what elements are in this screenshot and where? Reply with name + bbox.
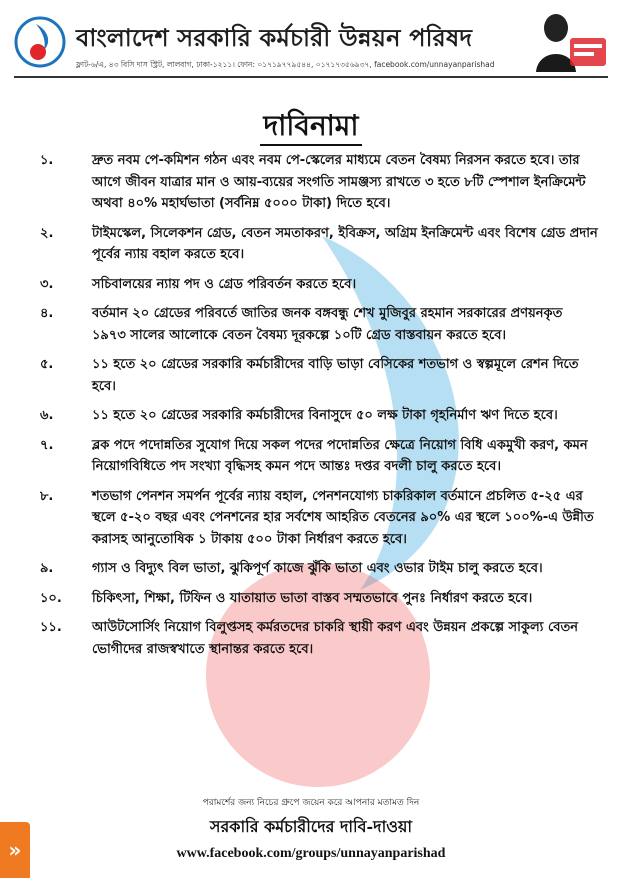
demand-text: দ্রুত নবম পে-কমিশন গঠন এবং নবম পে-স্কেলের মাধ্যমে বেতন বৈষম্য নিরসন করতে হবে। তার আগে জীবন যাত্রার মান ও আয়-ব্যয়ের সংগতি সামঞ্জস্য রাখতে ৩ হতে ৮টি স্পেশাল ইনক্রিমেন্ট অথবা ৪০% মহার্ঘভাতা (সর্বনিম্ন ৫০০০ টাকা) দিতে হবে। — [92, 153, 586, 211]
demand-number: ১. — [40, 153, 54, 168]
demand-item-4 — [40, 303, 600, 346]
demand-text: ১১ হতে ২০ গ্রেডের সরকারি কর্মচারীদের বিনাসুদে ৫০ লক্ষ টাকা গৃহনির্মাণ ঋণ দিতে হবে। — [92, 408, 558, 423]
demand-item-10 — [40, 588, 600, 610]
demand-text: বর্তমান ২০ গ্রেডের পরিবর্তে জাতির জনক বঙ্গবন্ধু শেখ মুজিবুর রহমান সরকারের প্রণয়নকৃত ১৯৭৩ সালের আলোকে বেতন বৈষম্য দূরকল্পে ১০টি গ্রেড বাস্তবায়ন করতে হবে। — [92, 306, 563, 343]
demand-text: শতভাগ পেনশন সমর্পন পূর্বের ন্যায় বহাল, পেনশনযোগ্য চাকরিকাল বর্তমানে প্রচলিত ৫-২৫ এর স্থলে ৫-২০ বছর এবং পেনশনের হার সর্বশেষ আহরিত বেতনের ৯০% এর স্থলে ১০০%-এ উন্নীত করাসহ আনুতোষিক ১ টাকায় ৫০০ টাকা নির্ধারণ করতে হবে। — [92, 488, 594, 547]
demand-text: চিকিৎসা, শিক্ষা, টিফিন ও যাতায়াত ভাতা বাস্তব সম্মতভাবে পুনঃ নির্ধারণ করতে হবে। — [92, 590, 533, 606]
footer-instruction: পরামর্শের জন্য নিচের গ্রুপে জয়েন করে আপনার মতামত দিন — [202, 798, 420, 808]
demand-item-6 — [40, 405, 600, 427]
demand-text: টাইমস্কেল, সিলেকশন গ্রেড, বেতন সমতাকরণ, ইবিক্রস, অগ্রিম ইনক্রিমেন্ট এবং বিশেষ গ্রেড প্রদান পূর্বের ন্যায় বহাল করতে হবে। — [92, 225, 598, 262]
demand-number: ২. — [40, 225, 54, 241]
demand-text: ব্লক পদে পদোন্নতির সুযোগ দিয়ে সকল পদের পদোন্নতির ক্ষেত্রে নিয়োগ বিধি একমুখী করণ, কমন নিয়োগবিধিতে পদ সংখ্যা বৃদ্ধিসহ কমন পদে আন্তঃ দপ্তর বদলী চালু করতে হবে। — [92, 437, 588, 474]
demand-text: ১১ হতে ২০ গ্রেডের সরকারি কর্মচারীদের বাড়ি ভাড়া বেসিকের শতভাগ ও স্বল্পমূলে রেশন দিতে হবে। — [92, 357, 579, 394]
contact-address: ফ্লাট-৬/এ, ৪৩ বিসি দাস স্ট্রিট, লালবাগ, ঢাকা-১২১১। ফোন: ০১৭১৯৭৭৯৫৪৪, ০১৭১৭৩৫৬৯৩৭, facebook.com/unnayanparishad — [76, 60, 495, 69]
demand-number: ৯. — [40, 561, 54, 576]
demand-number: ১০. — [40, 590, 62, 606]
demand-number: ৩. — [40, 276, 54, 292]
demand-item-2 — [40, 223, 600, 266]
demand-item-7 — [40, 435, 600, 478]
share-toggle-button[interactable] — [0, 822, 30, 878]
demand-number: ৪. — [40, 306, 54, 321]
demand-item-5 — [40, 354, 600, 397]
demand-text: আউটসোর্সিং নিয়োগ বিলুপ্তসহ কর্মরতদের চাকরি স্থায়ী করণ এবং উন্নয়ন প্রকল্পে সাকুল্য বেতন ভোগীদের রাজস্বখাতে স্থানান্তর করতে হবে। — [92, 620, 578, 657]
demand-number: ৫. — [40, 357, 54, 372]
demand-item-9 — [40, 558, 600, 580]
demand-item-1 — [40, 150, 600, 215]
demand-number: ৬. — [40, 408, 54, 423]
organization-logo-icon — [14, 16, 66, 68]
organization-name: বাংলাদেশ সরকারি কর্মচারী উন্নয়ন পরিষদ — [76, 23, 473, 52]
portrait-emblem-icon — [526, 8, 610, 74]
demand-item-3 — [40, 274, 600, 296]
demand-number: ১১. — [40, 620, 62, 635]
page-title: দাবিনামা — [0, 104, 622, 151]
demand-number: ৮. — [40, 488, 54, 504]
demand-text: গ্যাস ও বিদ্যুৎ বিল ভাতা, ঝুকিপূর্ণ কাজে ঝুঁকি ভাতা এবং ওভার টাইম চালু করতে হবে। — [92, 561, 543, 576]
demand-number: ৭. — [40, 437, 54, 453]
facebook-group-name: সরকারি কর্মচারীদের দাবি-দাওয়া — [209, 817, 413, 836]
header-divider — [14, 76, 608, 78]
double-chevron-right-icon: » — [8, 838, 22, 862]
demands-list — [40, 150, 600, 668]
demand-item-8 — [40, 486, 600, 551]
demand-text: সচিবালয়ের ন্যায় পদ ও গ্রেড পরিবর্তন করতে হবে। — [92, 276, 357, 292]
facebook-group-url: www.facebook.com/groups/unnayanparishad — [176, 846, 446, 861]
letterhead — [0, 0, 622, 82]
demand-item-11 — [40, 617, 600, 660]
